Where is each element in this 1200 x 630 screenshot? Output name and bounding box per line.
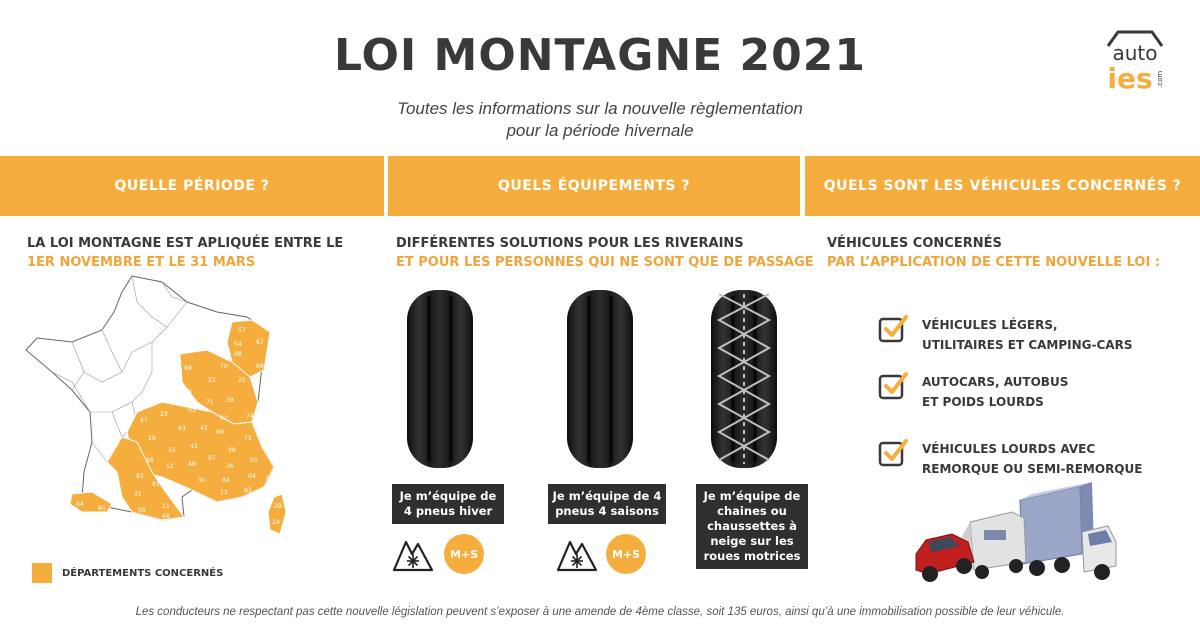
dept-46: 46 [146, 457, 154, 464]
dept-88: 88 [234, 351, 242, 358]
tire-all-season [567, 290, 633, 468]
dept-66: 66 [162, 513, 170, 520]
footer-note: Les conducteurs ne respectant pas cette nouvelle législation peuvent s’exposer à une amende de 4ème classe, soit 135 euros, ainsi qu’à une immobilisation possible de leur véhicule. [135, 606, 1065, 618]
legend-label: DÉPARTEMENTS CONCERNÉS [62, 567, 224, 579]
dept-67: 67 [256, 339, 264, 346]
dept-89: 89 [184, 365, 192, 372]
dept-21: 21 [208, 377, 216, 384]
check-icon [878, 370, 908, 400]
vehicle-item-text [922, 313, 1132, 355]
dept-11: 11 [162, 503, 170, 510]
logo-text-top: auto [1112, 41, 1158, 65]
page-title: LOI MONTAGNE 2021 [333, 30, 866, 81]
dept-64: 64 [76, 501, 84, 508]
autoies-logo [1100, 28, 1170, 98]
vehicle-item-text [922, 437, 1142, 479]
logo-suffix: .com [1156, 70, 1164, 88]
vehicle-item-line-1: AUTOCARS, AUTOBUS [922, 375, 1069, 389]
equipment-label-all-season: Je m’équipe de 4 pneus 4 saisons [548, 484, 666, 524]
subtitle-line-2: pour la période hivernale [506, 121, 694, 140]
dept-82: 82 [136, 473, 144, 480]
periode-heading [27, 234, 343, 272]
dept-63: 63 [178, 425, 186, 432]
dept-65: 65 [98, 505, 106, 512]
periode-heading-line-1: LA LOI MONTAGNE EST APLIQUÉE ENTRE LE [27, 236, 344, 251]
dept-25: 25 [238, 377, 246, 384]
vehicle-item-light [878, 313, 1132, 355]
check-icon [878, 437, 908, 467]
m-s-badge: M+S [444, 534, 484, 574]
dept-30: 30 [198, 477, 206, 484]
dept-13: 13 [220, 489, 228, 496]
dept-84: 84 [222, 477, 230, 484]
dept-07: 07 [208, 455, 216, 462]
dept-09: 09 [138, 507, 146, 514]
dept-38: 38 [228, 447, 236, 454]
vehicle-item-line-1: VÉHICULES LÉGERS, [922, 318, 1058, 332]
equipements-heading [396, 234, 814, 272]
map-legend [32, 563, 223, 583]
subtitle-line-1: Toutes les informations sur la nouvelle règlementation [397, 99, 803, 118]
band-equipements: QUELS ÉQUIPEMENTS ? [388, 156, 800, 216]
dept-68: 68 [256, 363, 264, 370]
vehicle-item-line-2: UTILITAIRES ET CAMPING-CARS [922, 338, 1133, 352]
dept-83: 83 [244, 487, 252, 494]
band-vehicules: QUELS SONT LES VÉHICULES CONCERNÉS ? [805, 156, 1200, 216]
dept-74: 74 [246, 413, 254, 420]
dept-2A: 2A [272, 519, 280, 526]
dept-26: 26 [226, 463, 234, 470]
dept-04: 04 [248, 473, 256, 480]
dept-06: 06 [266, 475, 274, 482]
equipment-label-chains: Je m’équipe de chaines ou chaussettes à neige sur les roues motrices [696, 484, 808, 569]
dept-03: 03 [188, 407, 196, 414]
dept-43: 43 [190, 443, 198, 450]
mountain-snowflake-icon [392, 534, 434, 574]
truck-icon [1020, 482, 1116, 580]
equipment-label-winter: Je m’équipe de 4 pneus hiver [392, 484, 504, 524]
region-corsica [268, 494, 286, 534]
dept-54: 54 [234, 341, 242, 348]
dept-19: 19 [148, 435, 156, 442]
dept-01: 01 [220, 415, 228, 422]
vehicles-illustration [912, 482, 1152, 592]
vehicle-item-trailer [878, 437, 1142, 479]
red-car-icon [916, 534, 974, 582]
dept-57: 57 [238, 327, 246, 334]
vehicules-heading-line-1: VÉHICULES CONCERNÉS [827, 236, 1002, 251]
vehicle-item-line-2: ET POIDS LOURDS [922, 395, 1044, 409]
snow-chain-icon [711, 290, 777, 468]
dept-23: 23 [160, 411, 168, 418]
tire-with-chains [711, 290, 777, 468]
dept-58: 58 [184, 389, 192, 396]
france-map [12, 272, 302, 552]
vehicle-item-line-2: REMORQUE OU SEMI-REMORQUE [922, 462, 1143, 476]
dept-71: 71 [206, 399, 214, 406]
dept-15: 15 [168, 447, 176, 454]
dept-81: 81 [152, 481, 160, 488]
band-periode: QUELLE PÉRIODE ? [0, 156, 384, 216]
tire-winter [407, 290, 473, 468]
vehicle-item-line-1: VÉHICULES LOURDS AVEC [922, 442, 1096, 456]
dept-42: 42 [200, 425, 208, 432]
page-subtitle [0, 98, 1200, 142]
check-icon [878, 313, 908, 343]
dept-48: 48 [188, 461, 196, 468]
logo-text-bottom: ies [1107, 62, 1153, 95]
periode-heading-line-2: 1ER NOVEMBRE ET LE 31 MARS [27, 255, 256, 270]
dept-39: 39 [226, 397, 234, 404]
equipements-heading-line-1: DIFFÉRENTES SOLUTIONS POUR LES RIVERAINS [396, 236, 744, 251]
dept-70: 70 [220, 363, 228, 370]
dept-2B: 2B [274, 503, 282, 510]
dept-12: 12 [166, 463, 174, 470]
dept-05: 05 [250, 457, 258, 464]
dept-34: 34 [178, 489, 186, 496]
legend-swatch [32, 563, 52, 583]
vehicle-item-text [922, 370, 1068, 412]
mountain-snowflake-icon [556, 534, 598, 574]
camper-van-icon [962, 512, 1026, 579]
vehicle-item-heavy [878, 370, 1068, 412]
m-s-badge: M+S [606, 534, 646, 574]
equipements-heading-line-2: ET POUR LES PERSONNES QUI NE SONT QUE DE PASSAGE [396, 255, 814, 270]
vehicules-heading [827, 234, 1160, 272]
dept-69: 69 [216, 429, 224, 436]
dept-87: 87 [140, 417, 148, 424]
dept-31: 31 [134, 491, 142, 498]
dept-73: 73 [244, 435, 252, 442]
vehicules-heading-line-2: PAR L’APPLICATION DE CETTE NOUVELLE LOI : [827, 255, 1161, 270]
